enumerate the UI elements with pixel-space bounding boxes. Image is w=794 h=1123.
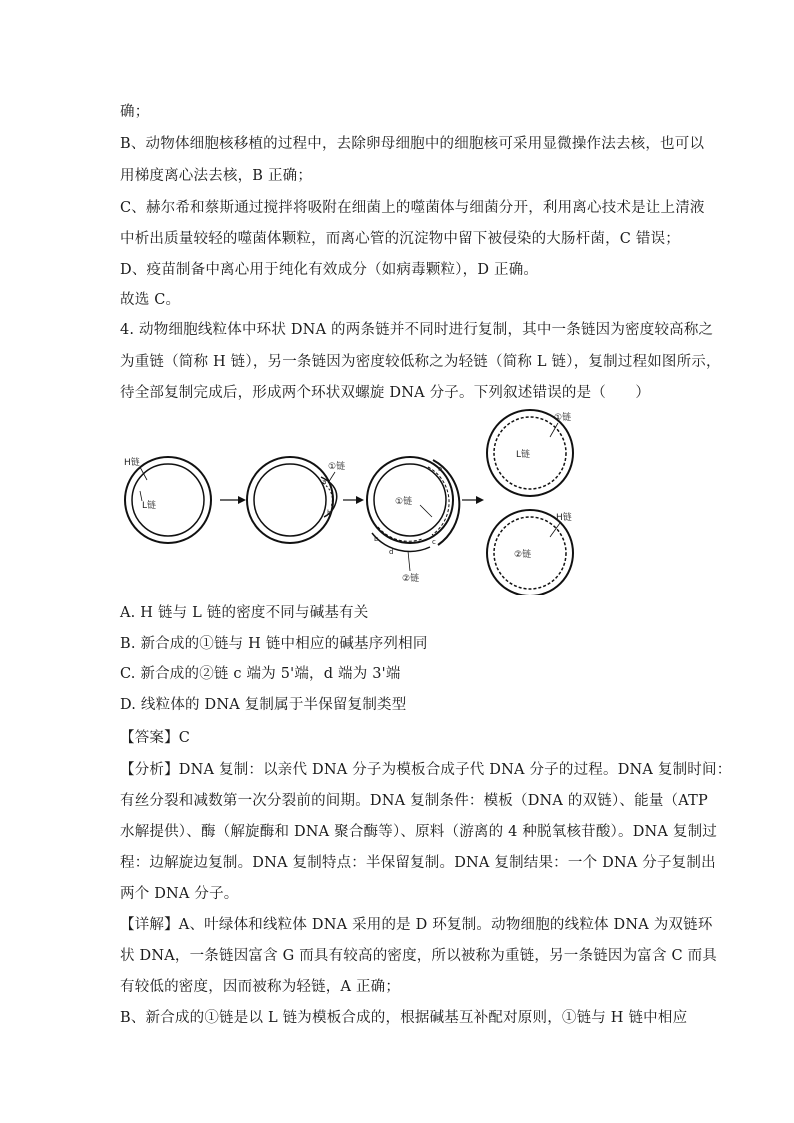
text-line: 确； xyxy=(120,104,150,120)
analysis-line: 两个 DNA 分子。 xyxy=(120,886,239,902)
question-stem-line: 待全部复制完成后，形成两个环状双螺旋 DNA 分子。下列叙述错误的是（ ） xyxy=(120,385,651,401)
detail-line: 【详解】A、叶绿体和线粒体 DNA 采用的是 D 环复制。动物细胞的线粒体 DNA 为双链环 xyxy=(120,917,713,933)
option-b: B. 新合成的①链与 H 链中相应的碱基序列相同 xyxy=(120,636,428,652)
arrow-icon xyxy=(462,496,484,504)
analysis-line: 程：边解旋边复制。DNA 复制特点：半保留复制。DNA 复制结果：一个 DNA 分子复制出 xyxy=(120,855,716,871)
analysis-line: 【分析】DNA 复制：以亲代 DNA 分子为模板合成子代 DNA 分子的过程。DNA 复制时间： xyxy=(120,762,732,778)
arrow-icon xyxy=(343,496,364,504)
end-b-label: b xyxy=(374,535,379,543)
arrow-icon xyxy=(220,496,246,504)
circle-3 xyxy=(367,457,459,584)
l-chain-label-2: L链 xyxy=(516,450,531,460)
text-line: 用梯度离心法去核，B 正确； xyxy=(120,168,313,184)
text-line: B、动物体细胞核移植的过程中，去除卵母细胞中的细胞核可采用显微操作法去核，也可以 xyxy=(120,136,705,152)
end-c-label: c xyxy=(432,538,436,546)
text-line: 中析出质量较轻的噬菌体颗粒，而离心管的沉淀物中留下被侵染的大肠杆菌，C 错误； xyxy=(120,231,681,247)
circle-4 xyxy=(487,410,573,496)
text-line: C、赫尔希和蔡斯通过搅拌将吸附在细菌上的噬菌体与细菌分开，利用离心技术是让上清液 xyxy=(120,200,705,216)
l-chain-label: L链 xyxy=(142,501,157,511)
chain1-label-2: ①链 xyxy=(554,413,572,423)
option-c: C. 新合成的②链 c 端为 5'端，d 端为 3'端 xyxy=(120,666,401,682)
circle-5 xyxy=(487,510,573,595)
text-line: 故选 C。 xyxy=(120,292,181,308)
question-stem-line: 为重链（简称 H 链），另一条链因为密度较低称之为轻链（简称 L 链），复制过程如图所示， xyxy=(120,354,721,370)
chain2-label: ②链 xyxy=(402,574,420,584)
detail-line: 状 DNA，一条链因富含 G 而具有较高的密度，所以被称为重链，另一条链因为富含 C 而具 xyxy=(120,948,718,964)
circle-1 xyxy=(124,456,211,543)
question-stem-line: 4. 动物细胞线粒体中环状 DNA 的两条链并不同时进行复制，其中一条链因为密度较高称之 xyxy=(120,322,714,338)
circle-2 xyxy=(247,457,345,543)
chain1-label: ①链 xyxy=(328,462,346,472)
option-a: A. H 链与 L 链的密度不同与碱基有关 xyxy=(120,605,369,621)
chain1-inner-label: ①链 xyxy=(395,497,413,507)
h-chain-label: H链 xyxy=(124,458,140,468)
detail-line: B、新合成的①链是以 L 链为模板合成的，根据碱基互补配对原则，①链与 H 链中相应 xyxy=(120,1010,688,1026)
text-line: D、疫苗制备中离心用于纯化有效成分（如病毒颗粒），D 正确。 xyxy=(120,262,539,278)
chain2-label-2: ②链 xyxy=(514,550,532,560)
option-d: D. 线粒体的 DNA 复制属于半保留复制类型 xyxy=(120,697,407,713)
analysis-line: 水解提供）、酶（解旋酶和 DNA 聚合酶等）、原料（游离的 4 种脱氧核苷酸）。DNA 复制过 xyxy=(120,824,717,840)
end-d-label: d xyxy=(389,548,394,556)
answer-line: 【答案】C xyxy=(120,730,191,746)
end-a-label: a xyxy=(438,465,443,473)
detail-line: 有较低的密度，因而被称为轻链，A 正确； xyxy=(120,979,401,995)
end-b-label: b xyxy=(327,509,332,517)
dna-replication-diagram xyxy=(110,405,610,595)
end-a-label: a xyxy=(322,478,327,486)
analysis-line: 有丝分裂和减数第一次分裂前的间期。DNA 复制条件：模板（DNA 的双链）、能量（ATP xyxy=(120,793,708,809)
h-chain-label-2: H链 xyxy=(556,513,572,523)
